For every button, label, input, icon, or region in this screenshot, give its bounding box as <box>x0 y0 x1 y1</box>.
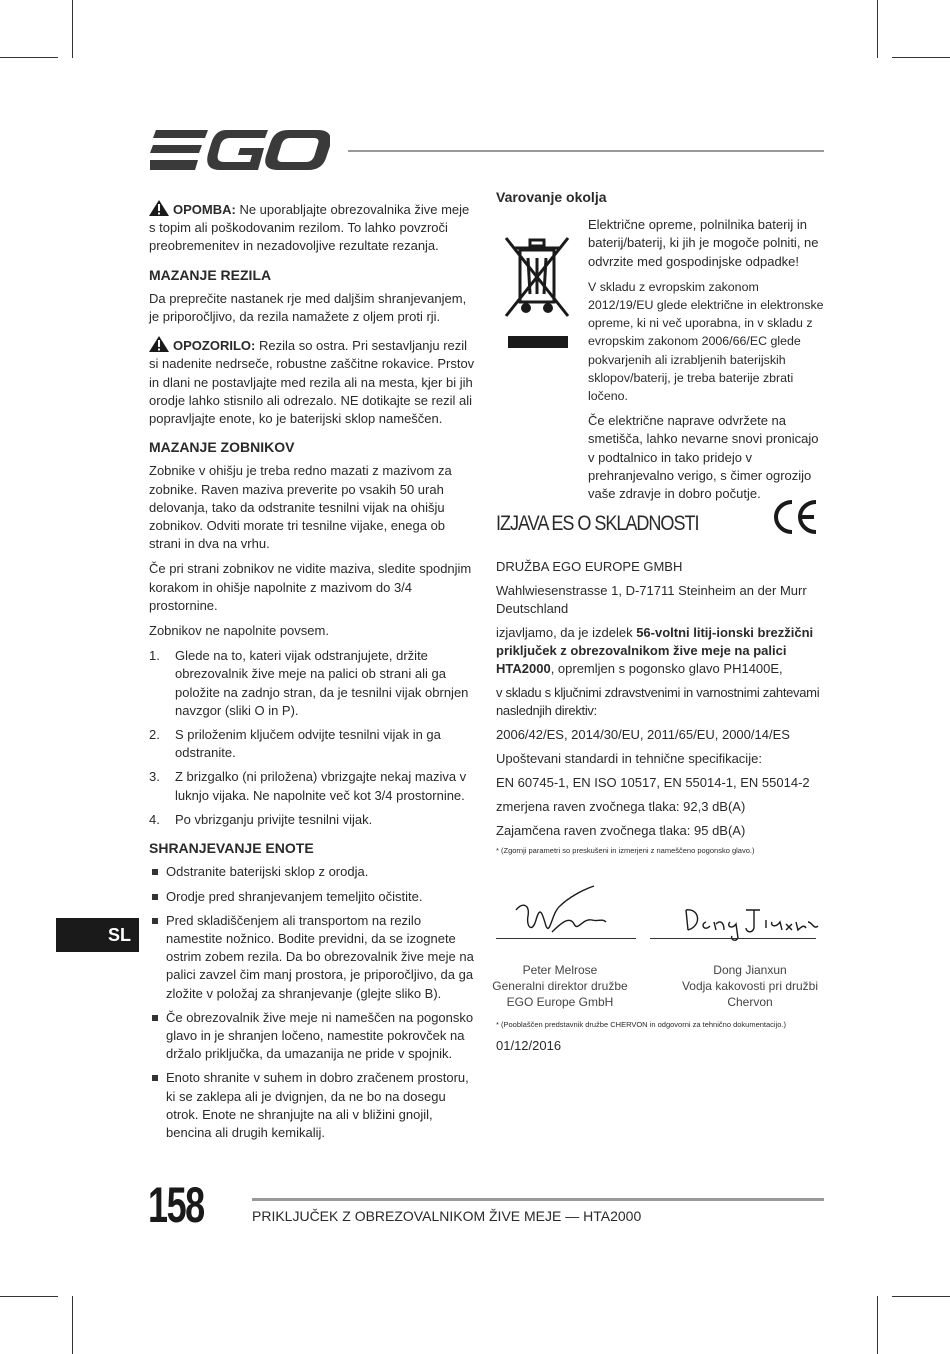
measured-sound: zmerjena raven zvočnega tlaka: 92,3 dB(A) <box>496 799 746 814</box>
signatory-org: EGO Europe GmbH <box>506 995 614 1009</box>
language-tab: SL <box>56 918 139 952</box>
lube-blade-heading: MAZANJE REZILA <box>149 266 272 283</box>
storage-text: Pred skladiščenjem ali transportom na rezilo namestite nožnico. Bodite previdni, da se izognete ostrim zobem rezila. Da bo obrezovalnik žive meje na palici zavzel čim manj prostora, je priporočljivo, da ga zložite v položaj za shranjevanje (glejte sliko B). <box>166 912 474 1001</box>
step-number: 4. <box>149 811 160 827</box>
bullet-icon <box>152 869 158 875</box>
standards-label: Upoštevani standardi in tehnične specifikacije: <box>496 751 762 766</box>
crop-mark <box>0 57 58 58</box>
ego-logo <box>150 128 330 172</box>
product-name: 56-voltni litij-ionski brezžični priključek z obrezovalnikom žive meje na palici HTA2000 <box>496 625 814 676</box>
bullet-icon <box>152 894 158 900</box>
step-text: S priloženim ključem odvijte tesnilni vijak in ga odstranite. <box>175 727 441 761</box>
company-name: DRUŽBA EGO EUROPE GMBH <box>496 559 683 574</box>
list-item <box>149 647 477 720</box>
bullet-icon <box>152 1015 158 1021</box>
gear-steps-list <box>149 647 477 829</box>
footer-rule <box>252 1198 824 1201</box>
list-item <box>149 863 477 881</box>
environment-heading: Varovanje okolja <box>496 189 607 205</box>
signatory-name: Peter Melrose <box>522 963 598 977</box>
lube-gears-p1: Zobnike v ohišju je treba redno mazati z mazivom za zobnike. Raven maziva preverite po vsakih 50 urah delovanja, tako da odstranite tesnilni vijak na ohišju zobnikov. Odviti morate tri tesnilne vijake, enega ob strani in dva na vrhu. <box>149 463 452 552</box>
storage-heading: SHRANJEVANJE ENOTE <box>149 840 314 857</box>
signatory-2 <box>660 962 840 1010</box>
signatory-role: Generalni direktor družbe <box>492 979 628 993</box>
note-text: Ne uporabljajte obrezovalnika žive meje s topim ali poškodovanim rezilom. To lahko povzroči preobremenitev in nezadovoljive rezultate rezanja. <box>149 202 470 254</box>
crop-mark <box>877 1296 878 1354</box>
storage-text: Orodje pred shranjevanjem temeljito očistite. <box>166 888 423 904</box>
guaranteed-sound: Zajamčena raven zvočnega tlaka: 95 dB(A) <box>496 823 746 838</box>
signatory-role: Vodja kakovosti pri družbi <box>681 979 819 993</box>
signatory-name: Dong Jianxun <box>713 963 787 977</box>
storage-text: Odstranite baterijski sklop z orodja. <box>166 864 369 880</box>
signature-line <box>496 938 636 939</box>
environment-p3: Če električne naprave odvržete na smetišča, lahko nevarne snovi pronicajo v podtalnico in tako pridejo v prehranjevalno verigo, s čimer ogrozijo vaše zdravje in dobro počutje. <box>588 413 819 502</box>
list-item <box>149 1069 477 1142</box>
ce-mark-icon <box>770 498 820 536</box>
list-item <box>149 912 477 1003</box>
signatory-1 <box>470 962 650 1010</box>
list-item <box>149 888 477 906</box>
signature-melrose <box>512 882 612 942</box>
header-rule <box>348 150 824 152</box>
weee-bin-icon <box>502 234 572 350</box>
environment-p1: Električne opreme, polnilnika baterij in baterij/baterij, ki jih je mogoče polniti, ne odvrzite med gospodinjske odpadke! <box>588 217 819 269</box>
list-item <box>149 1009 477 1064</box>
signatory-org: Chervon <box>727 995 773 1009</box>
left-column <box>149 200 477 1148</box>
bullet-icon <box>152 918 158 924</box>
crop-mark <box>892 57 950 58</box>
list-item <box>149 811 477 829</box>
crop-mark <box>892 1296 950 1297</box>
page-number: 158 <box>148 1177 204 1233</box>
step-text: Glede na to, kateri vijak odstranjujete, držite obrezovalnik žive meje na palici ob strani ali ga položite na zadnjo stran, da je tesnilni vijak obrnjen navzgor (sliki O in P). <box>175 648 469 718</box>
step-number: 3. <box>149 769 160 785</box>
step-text: Z brizgalko (ni priložena) vbrizgajte nekaj maziva v luknjo vijaka. Ne napolnite več kot 3/4 prostornine. <box>175 769 467 803</box>
footnote-1: * (Zgornji parametri so preskušeni in izmerjeni z nameščeno pogonsko glavo.) <box>496 846 755 855</box>
environment-p2: V skladu z evropskim zakonom 2012/19/EU glede električne in elektronske opreme, ki ni več uporabna, in v skladu z evropskim zakonom 2006/66/EC glede pokvarjenih ali izrabljenih baterijskih sklopov/baterij, je treba baterije zbrati ločeno. <box>588 279 824 404</box>
step-number: 2. <box>149 727 160 743</box>
note-paragraph <box>149 200 477 256</box>
footer-title: PRIKLJUČEK Z OBREZOVALNIKOM ŽIVE MEJE — HTA2000 <box>252 1208 642 1224</box>
storage-text: Enoto shranite v suhem in dobro zračenem prostoru, ki se zaklepa ali je dvignjen, da ne bo na dosegu otrok. Enote ne shranjujte na ali v bližini gnojil, bencina ali drugih kemikalij. <box>166 1070 469 1140</box>
declare-pre: izjavljamo, da je izdelek <box>496 625 637 640</box>
declaration-title: IZJAVA ES O SKLADNOSTI <box>496 512 699 535</box>
step-number: 1. <box>149 648 160 664</box>
environment-section <box>496 188 826 510</box>
footnote-2: * (Pooblaščen predstavnik družbe CHERVON in odgovorni za tehnično dokumentacijo.) <box>496 1020 787 1029</box>
warning-label: OPOZORILO: <box>173 338 256 354</box>
company-address: Wahlwiesenstrasse 1, D-71711 Steinheim an der Murr Deutschland <box>496 583 807 616</box>
list-item <box>149 726 477 762</box>
warning-paragraph <box>149 336 477 428</box>
storage-list <box>149 863 477 1142</box>
directives: 2006/42/ES, 2014/30/EU, 2011/65/EU, 2000/14/ES <box>496 727 790 742</box>
warning-icon <box>149 200 169 216</box>
warning-icon <box>149 336 169 352</box>
crop-mark <box>0 1296 58 1297</box>
list-item <box>149 768 477 804</box>
lube-blade-text: Da preprečite nastanek rje med daljšim shranjevanjem, je priporočljivo, da rezila namažete z oljem proti rji. <box>149 290 467 325</box>
signature-line <box>650 938 816 939</box>
lube-gears-p2: Če pri strani zobnikov ne vidite maziva, sledite spodnjim korakom in ohišje napolnite z mazivom do 3/4 prostornine. <box>149 561 472 613</box>
declaration-date: 01/12/2016 <box>496 1038 562 1053</box>
declaration-statement <box>496 624 826 678</box>
compliance-text: v skladu s ključnimi zdravstvenimi in varnostnimi zahtevami naslednjih direktiv: <box>496 685 820 718</box>
storage-text: Če obrezovalnik žive meje ni nameščen na pogonsko glavo in je shranjen ločeno, namestite pokrovček na držalo priključka, da umazanija ne pride v spojnik. <box>166 1009 474 1062</box>
bullet-icon <box>152 1075 158 1081</box>
declare-post: , opremljen s pogonsko glavo PH1400E, <box>550 661 783 676</box>
note-label: OPOMBA: <box>173 202 236 217</box>
lube-gears-heading: MAZANJE ZOBNIKOV <box>149 439 295 456</box>
crop-mark <box>72 0 73 58</box>
crop-mark <box>877 0 878 58</box>
step-text: Po vbrizganju privijte tesnilni vijak. <box>175 811 373 827</box>
standards: EN 60745-1, EN ISO 10517, EN 55014-1, EN 55014-2 <box>496 775 810 790</box>
crop-mark <box>72 1296 73 1354</box>
warning-text: Rezila so ostra. Pri sestavljanju rezil si nadenite nedrseče, robustne zaščitne rokavice. Prstov in dlani ne postavljajte med rezila ali na mesta, kjer bi jih orodje lahko stisnilo ali odrezalo. NE dotikajte se rezil ali popravljajte enote, ko je baterijski sklop nameščen. <box>149 338 475 427</box>
declaration-body <box>496 558 826 862</box>
lube-gears-p3: Zobnikov ne napolnite povsem. <box>149 623 329 639</box>
